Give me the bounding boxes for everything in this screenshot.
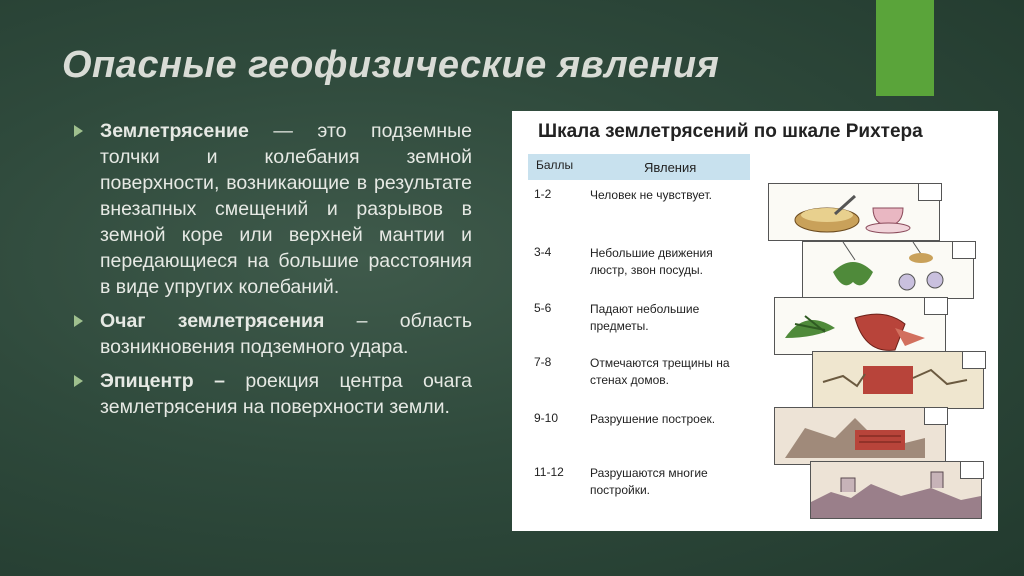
row-score: 5-6	[534, 301, 552, 315]
bullet-text: — это подземные толчки и колебания земной поверхности, возникающие в результате внезапных смещений и разрывов в земной коре или верхней мантии и передающиеся на большие расстояния в виде упругих колебаний.	[100, 120, 472, 298]
accent-bar	[876, 0, 934, 96]
row-score: 1-2	[534, 187, 552, 201]
row-score: 9-10	[534, 411, 559, 425]
row-score: 3-4	[534, 245, 552, 259]
bowl-and-cup-icon	[768, 183, 940, 241]
scale-table-header	[528, 154, 750, 180]
scale-row	[512, 407, 998, 467]
slide-title: Опасные геофизические явления	[62, 44, 720, 86]
header-phenomena: Явления	[644, 160, 697, 175]
scale-row	[512, 461, 998, 521]
bullet-earthquake	[74, 118, 472, 300]
scale-row	[512, 351, 998, 411]
row-score: 11-12	[534, 465, 564, 479]
collapsed-building-icon	[774, 407, 946, 465]
scale-row	[512, 183, 998, 243]
scale-row	[512, 297, 998, 357]
row-description: Разрушение построек.	[590, 412, 716, 426]
row-description: Небольшие движения люстр, звон посуды.	[590, 246, 713, 277]
bullet-term: Очаг землетрясения	[100, 310, 325, 332]
triangle-bullet-icon	[74, 125, 83, 137]
scale-title: Шкала землетрясений по шкале Рихтера	[538, 121, 923, 142]
illustration-corner	[918, 183, 942, 201]
illustration-corner	[962, 351, 986, 369]
row-score: 7-8	[534, 355, 552, 369]
bullet-term: Эпицентр –	[100, 370, 225, 392]
illustration-corner	[960, 461, 984, 479]
bullet-text: – область возникновения подземного удара.	[100, 310, 472, 358]
row-description: Отмечаются трещины на стенах домов.	[590, 356, 730, 387]
illustration-corner	[924, 407, 948, 425]
row-description: Человек не чувствует.	[590, 188, 712, 202]
richter-scale-image	[512, 111, 998, 531]
scale-row	[512, 241, 998, 301]
swinging-chandelier-icon	[802, 241, 974, 299]
row-description: Падают небольшие предметы.	[590, 302, 700, 333]
cracked-wall-icon	[812, 351, 984, 409]
illustration-corner	[952, 241, 976, 259]
bullet-list	[74, 118, 472, 428]
illustration-corner	[924, 297, 948, 315]
bullet-epicenter	[74, 368, 472, 420]
header-score: Баллы	[536, 158, 574, 172]
row-description: Разрушаются многие постройки.	[590, 466, 708, 497]
ruined-town-icon	[810, 461, 982, 519]
triangle-bullet-icon	[74, 315, 83, 327]
fallen-flowerpot-icon	[774, 297, 946, 355]
bullet-term: Землетрясение	[100, 120, 249, 142]
bullet-text: роекция центра очага землетрясения на поверхности земли.	[100, 370, 472, 418]
bullet-focus	[74, 308, 472, 360]
triangle-bullet-icon	[74, 375, 83, 387]
